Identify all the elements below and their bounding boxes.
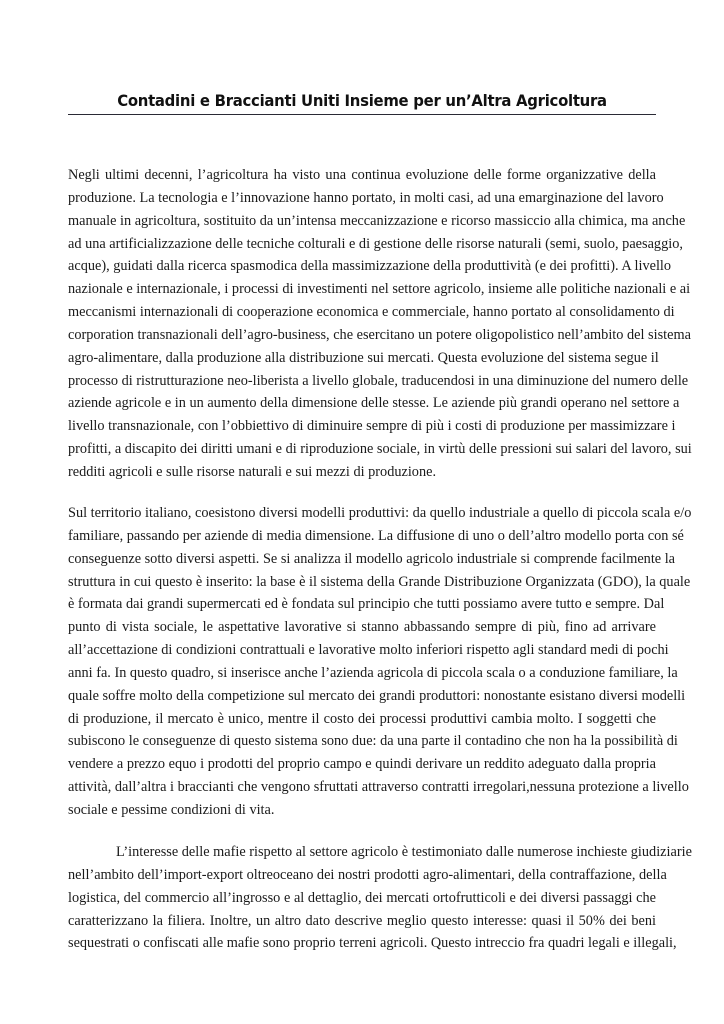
text-line: di produzione, il mercato è unico, mentre il costo dei processi produttivi cambia molto. I soggetti che: [68, 710, 656, 727]
text-line: Negli ultimi decenni, l’agricoltura ha visto una continua evoluzione delle forme organizzative della: [68, 167, 656, 183]
text-line: L’interesse delle mafie rispetto al settore agricolo è testimoniato dalle numerose inchieste giudiziarie: [116, 844, 692, 860]
text-line: all’accettazione di condizioni contrattuali e lavorative molto inferiori rispetto agli standard medi di pochi: [68, 642, 669, 659]
paragraph-1: [68, 164, 692, 484]
paragraph-3: [68, 841, 692, 955]
text-line: manuale in agricoltura, sostituito da un’intensa meccanizzazione e ricorso massiccio alla chimica, ma anche: [68, 212, 686, 229]
text-line: punto di vista sociale, le aspettative lavorative si stanno abbassando sempre di più, fino ad arrivare: [68, 619, 656, 636]
text-line: processo di ristrutturazione neo-liberista a livello globale, traducendosi in una diminuzione del numero delle: [68, 372, 689, 389]
text-line: conseguenze sotto diversi aspetti. Se si analizza il modello agricolo industriale si comprende facilmente la: [68, 550, 676, 567]
text-line: nazionale e internazionale, i processi di investimenti nel settore agricolo, insieme alle politiche nazionali e ai: [68, 281, 691, 298]
text-line: attività, dall’altra i braccianti che vengono sfruttati attraverso contratti irregolari,nessuna protezione a livello: [68, 779, 689, 796]
text-line: subiscono le conseguenze di questo sistema sono due: da una parte il contadino che non ha la possibilità di: [68, 733, 678, 750]
text-line: familiare, passando per aziende di media dimensione. La diffusione di uno o dell’altro modello porta con sé: [68, 527, 684, 544]
text-line: caratterizzano la filiera. Inoltre, un altro dato descrive meglio questo interesse: quasi il 50% dei beni: [68, 912, 656, 929]
text-line: anni fa. In questo quadro, si inserisce anche l’azienda agricola di piccola scala o a conduzione familiare, la: [68, 664, 678, 681]
paragraph-2: [68, 502, 692, 822]
text-line: produzione. La tecnologia e l’innovazione hanno portato, in molti casi, ad una emarginazione del lavoro: [68, 189, 664, 206]
text-line: struttura in cui questo è inserito: la base è il sistema della Grande Distribuzione Organizzata (GDO), la quale: [68, 573, 691, 590]
text-line: livello transnazionale, con l’obbiettivo di diminuire sempre di più i costi di produzione per massimizzare i: [68, 418, 676, 435]
text-line: nell’ambito dell’import-export oltreoceano dei nostri prodotti agro-alimentari, della contraffazione, della: [68, 866, 667, 883]
text-line: logistica, del commercio all’ingrosso e al dettaglio, dei mercati ortofrutticoli e dei diversi passaggi che: [68, 889, 656, 906]
text-line: redditi agricoli e sulle risorse naturali e sui mezzi di produzione.: [68, 463, 437, 480]
text-line: è formata dai grandi supermercati ed è fondata sul principio che tutti possiamo avere tutto e sempre. Dal: [68, 596, 665, 613]
text-line: Sul territorio italiano, coesistono diversi modelli produttivi: da quello industriale a quello di piccola scala e/o: [68, 505, 692, 521]
text-line: aziende agricole e in un aumento della dimensione delle stesse. Le aziende più grandi operano nel settore a: [68, 395, 680, 412]
text-line: meccanismi internazionali di cooperazione economica e commerciale, hanno portato al consolidamento di: [68, 304, 675, 321]
title-underline: [68, 114, 656, 115]
text-line: profitti, a discapito dei diritti umani e di riproduzione sociale, in virtù delle pressioni sui salari del lavoro, sui: [68, 441, 692, 458]
text-line: sociale e pessime condizioni di vita.: [68, 801, 275, 818]
text-line: quale soffre molto della competizione sul mercato dei grandi produttori: nonostante esistano diversi modelli: [68, 687, 686, 704]
document-title: Contadini e Braccianti Uniti Insieme per un’Altra Agricoltura: [117, 91, 607, 110]
text-line: agro-alimentare, dalla produzione alla distribuzione sui mercati. Questa evoluzione del sistema segue il: [68, 349, 659, 366]
text-line: acque), guidati dalla ricerca spasmodica della massimizzazione della produttività (e dei profitti). A livello: [68, 258, 672, 275]
text-line: ad una artificializzazione delle tecniche colturali e di gestione delle risorse naturali (semi, suolo, paesaggio,: [68, 235, 683, 252]
text-line: vendere a prezzo equo i prodotti del proprio campo e quindi derivare un reddito adeguato dalla propria: [68, 756, 656, 773]
text-line: corporation transnazionali dell’agro-business, che esercitano un potere oligopolistico nell’ambito del sistema: [68, 326, 691, 343]
text-line: sequestrati o confiscati alle mafie sono proprio terreni agricoli. Questo intreccio fra quadri legali e illegali,: [68, 935, 677, 952]
